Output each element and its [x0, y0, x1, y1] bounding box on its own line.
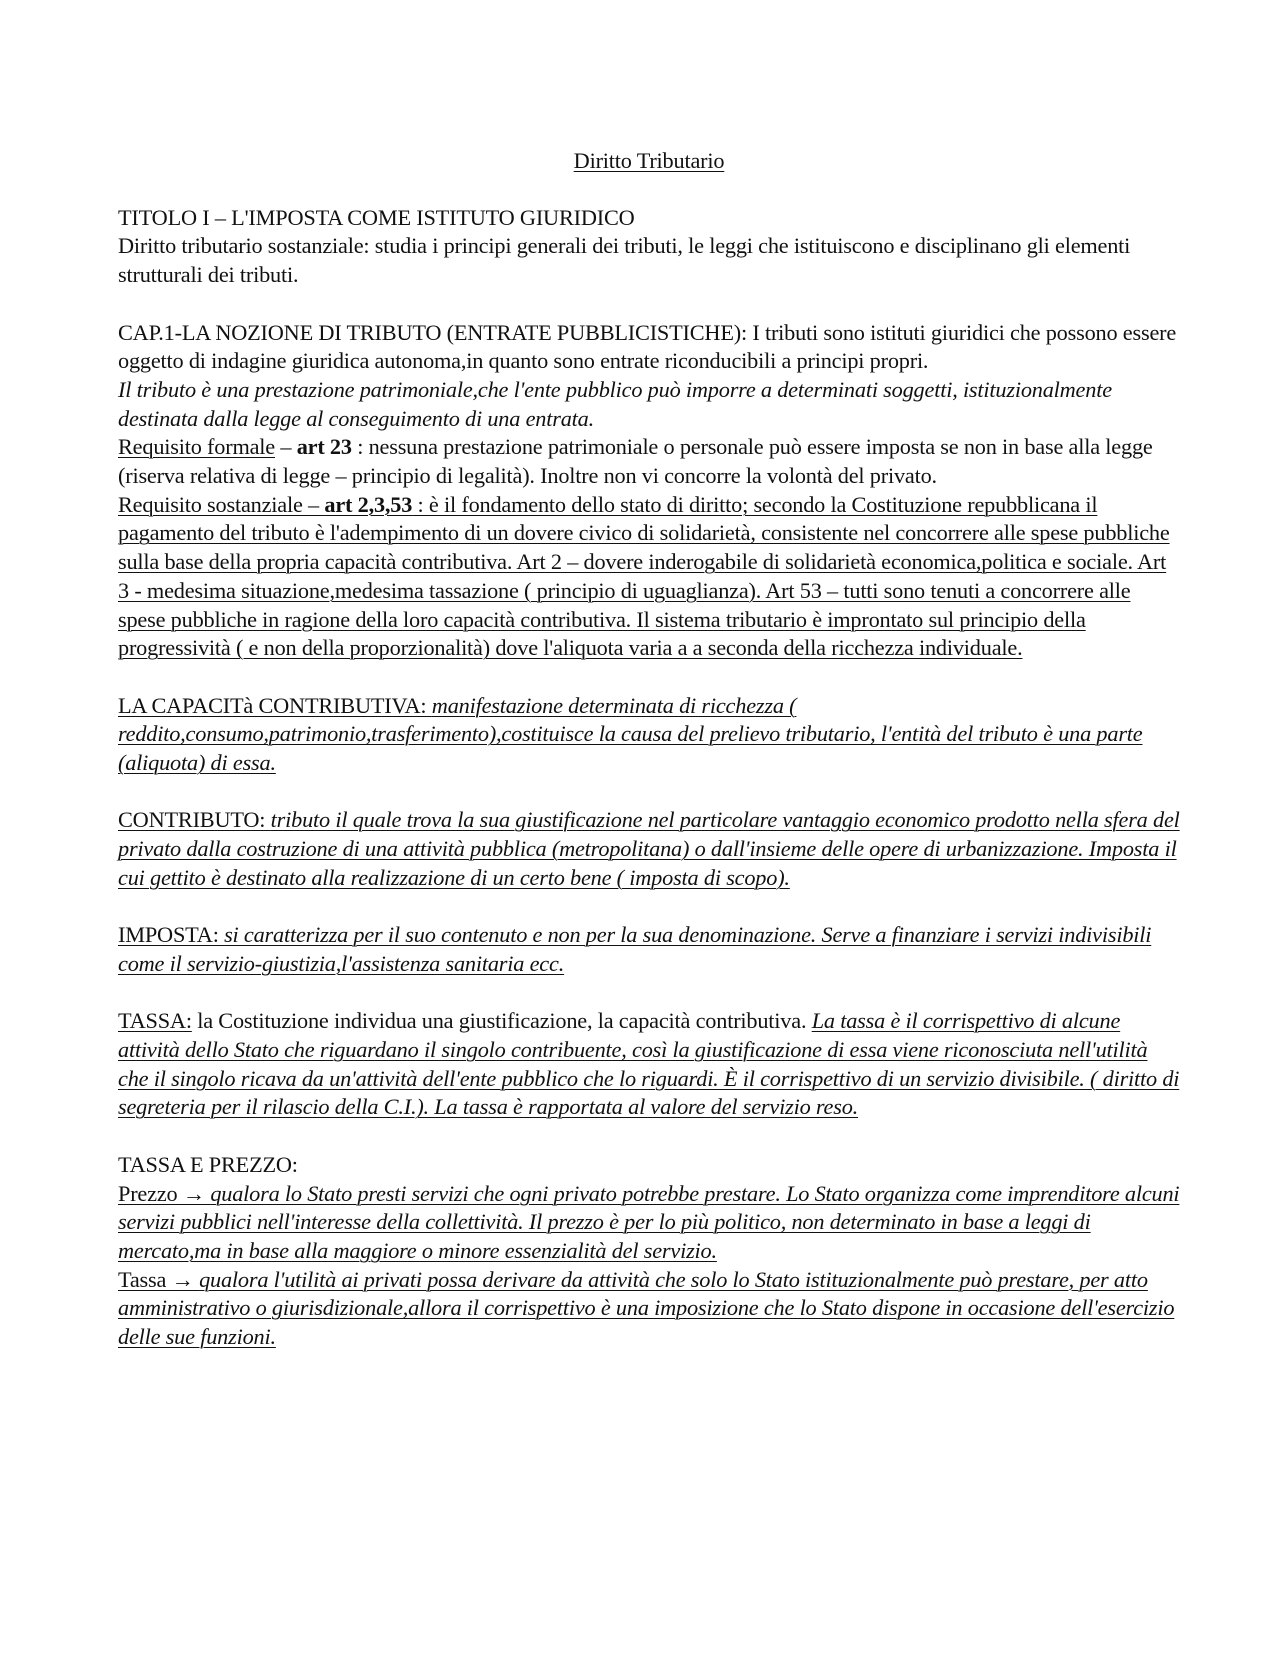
titolo-heading: TITOLO I – L'IMPOSTA COME ISTITUTO GIURIDICO — [118, 204, 635, 230]
tassa-arrow-paragraph — [118, 1266, 1180, 1352]
prezzo-text: qualora lo Stato presti servizi che ogni privato potrebbe prestare. Lo Stato organizza come imprenditore alcuni servizi pubblici nell'interesse della collettività. Il prezzo è per lo più politico, non determinato in base a leggi di mercato,ma in base alla maggiore o minore essenzialità del servizio. — [118, 1180, 1180, 1263]
requisito-sostanziale-label: Requisito sostanziale – — [118, 491, 325, 517]
tassa-arrow-label: Tassa → — [118, 1266, 200, 1292]
tributo-definition-text: Il tributo è una prestazione patrimoniale,che l'ente pubblico può imporre a determinati soggetti, istituzionalmente destinata dalla legge al conseguimento di una entrata. — [118, 376, 1112, 431]
imposta-paragraph — [118, 921, 1180, 978]
contributo-label: CONTRIBUTO: — [118, 807, 271, 833]
cap1-paragraph: CAP.1-LA NOZIONE DI TRIBUTO (ENTRATE PUBBLICISTICHE): I tributi sono istituti giuridici che possono essere oggetto di indagine giuridica autonoma,in quanto sono entrate riconducibili a principi propri. — [118, 319, 1177, 374]
imposta-label: IMPOSTA: — [118, 922, 225, 948]
contributo-text: tributo il quale trova la sua giustificazione nel particolare vantaggio economico prodotto nella sfera del privato dalla costruzione di una attività pubblica (metropolitana) o dall'insieme delle opere di urbanizzazione. Imposta il cui gettito è destinato alla realizzazione di un certo bene ( imposta di scopo). — [118, 807, 1180, 890]
requisito-formale-text: : nessuna prestazione patrimoniale o personale può essere imposta se non in base alla legge (riserva relativa di legge – principio di legalità). Inoltre non vi concorre la volontà del privato. — [118, 434, 1153, 489]
requisito-sostanziale-paragraph — [118, 491, 1180, 663]
requisito-formale-label: Requisito formale — [118, 434, 275, 460]
prezzo-paragraph — [118, 1180, 1180, 1266]
requisito-sostanziale-art: art 2,3,53 — [324, 491, 413, 517]
capacita-label: LA CAPACITà CONTRIBUTIVA: — [118, 692, 432, 718]
tassa-text-italic: La tassa è il corrispettivo di alcune attività dello Stato che riguardano il singolo contribuente, così la giustificazione di essa viene riconosciuta nell'utilità che il singolo ricava da un'attività dell'ente pubblico che lo riguardi. È il corrispettivo di un servizio divisibile. ( diritto di segreteria per il rilascio della C.I.). La tassa è rapportata al valore del servizio reso. — [118, 1008, 1180, 1120]
capacita-contributiva-paragraph — [118, 692, 1180, 778]
requisito-formale-art: art 23 — [296, 434, 352, 460]
document-title: Diritto Tributario — [573, 148, 725, 173]
requisito-sostanziale-text: : è il fondamento dello stato di diritto; secondo la Costituzione repubblicana il pagamento del tributo è l'adempimento di un dovere civico di solidarietà, consistente nel concorrere alle spese pubbliche sulla base della propria capacità contributiva. Art 2 – dovere inderogabile di solidarietà economica,politica e sociale. Art 3 - medesima situazione,medesima tassazione ( principio di uguaglianza). Art 53 – tutti sono tenuti a concorrere alle spese pubbliche in ragione della loro capacità contributiva. Il sistema tributario è improntato sul principio della progressività ( e non della proporzionalità) dove l'aliquota varia a a seconda della ricchezza individuale. — [118, 491, 1170, 661]
contributo-paragraph — [118, 806, 1180, 892]
capacita-text: manifestazione determinata di ricchezza ( reddito,consumo,patrimonio,trasferimento),costituisce la causa del prelievo tributario, l'entità del tributo è una parte (aliquota) di essa. — [118, 692, 1143, 776]
document-body — [118, 147, 1180, 1352]
tassa-label: TASSA: — [118, 1008, 192, 1034]
requisito-formale-paragraph — [118, 433, 1180, 490]
prezzo-label: Prezzo → — [118, 1180, 211, 1206]
imposta-text: si caratterizza per il suo contenuto e non per la sua denominazione. Serve a finanziare i servizi indivisibili come il servizio-giustizia,l'assistenza sanitaria ecc. — [118, 922, 1152, 976]
requisito-formale-dash: – — [274, 434, 297, 460]
tassa-text-plain: la Costituzione individua una giustificazione, la capacità contributiva. — [191, 1008, 812, 1034]
tassa-arrow-text: qualora l'utilità ai privati possa derivare da attività che solo lo Stato istituzionalmente può prestare, per atto amministrativo o giurisdizionale,allora il corrispettivo è una imposizione che lo Stato dispone in occasione dell'esercizio delle sue funzioni. — [118, 1266, 1175, 1350]
tributo-definition — [118, 376, 1180, 433]
intro-paragraph: Diritto tributario sostanziale: studia i principi generali dei tributi, le leggi che istituiscono e disciplinano gli elementi strutturali dei tributi. — [118, 233, 1131, 288]
tassa-e-prezzo-heading: TASSA E PREZZO: — [118, 1151, 298, 1177]
tassa-paragraph — [118, 1007, 1180, 1122]
